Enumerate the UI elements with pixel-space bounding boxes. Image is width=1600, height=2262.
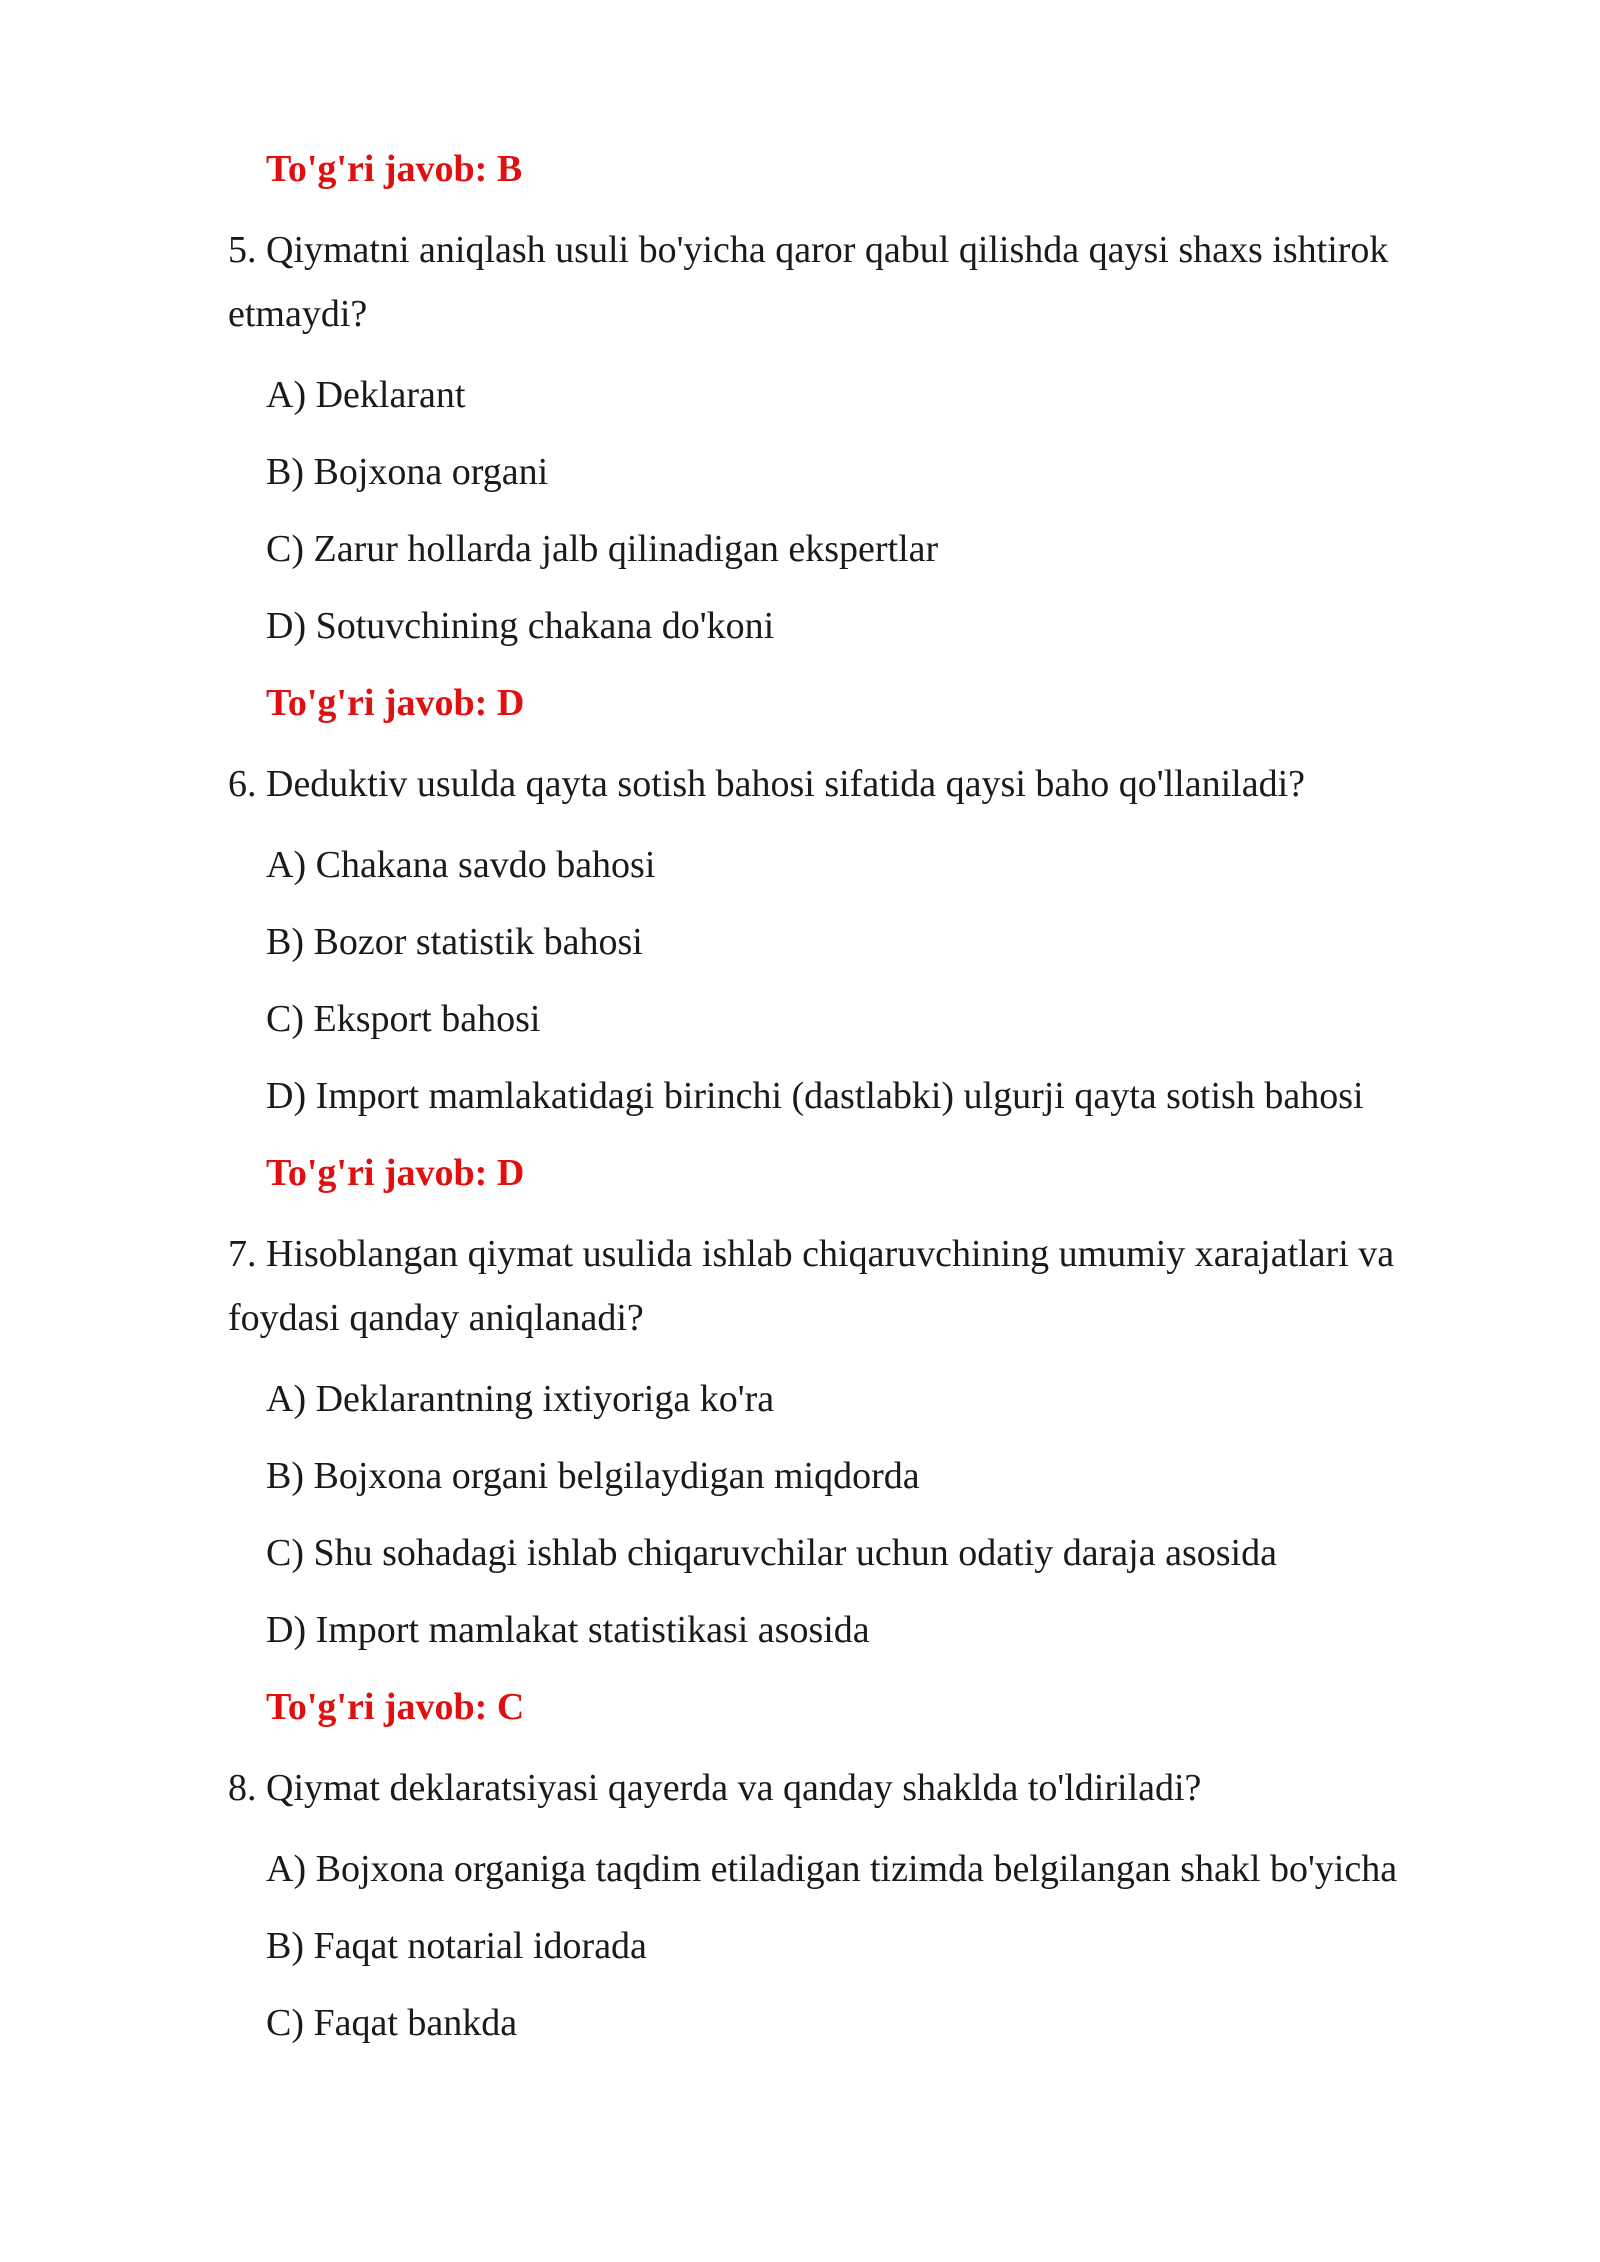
option-c: C) Faqat bankda <box>266 2002 518 2044</box>
question-text: 7. Hisoblangan qiymat usulida ishlab chiqaruvchining umumiy xarajatlari va foydasi qanday aniqlanadi? <box>228 1233 1395 1339</box>
answer-options <box>266 838 1400 1123</box>
answer-options <box>266 1372 1400 1657</box>
option-c: C) Zarur hollarda jalb qilinadigan ekspertlar <box>266 528 939 570</box>
option-c: C) Eksport bahosi <box>266 998 541 1040</box>
option-d: D) Sotuvchining chakana do'koni <box>266 605 775 647</box>
question-text: 8. Qiymat deklaratsiyasi qayerda va qanday shaklda to'ldiriladi? <box>228 1767 1202 1809</box>
correct-answer-previous: To'g'ri javob: B <box>266 148 523 190</box>
correct-answer: To'g'ri javob: D <box>266 1152 525 1194</box>
question-text: 5. Qiymatni aniqlash usuli bo'yicha qaror qabul qilishda qaysi shaxs ishtirok etmaydi? <box>228 229 1389 335</box>
answer-options <box>266 368 1400 653</box>
option-b: B) Bojxona organi belgilaydigan miqdorda <box>266 1455 920 1497</box>
question-block-5 <box>228 218 1400 730</box>
question-block-8 <box>228 1756 1400 2050</box>
correct-answer: To'g'ri javob: C <box>266 1686 525 1728</box>
option-a: A) Deklarantning ixtiyoriga ko'ra <box>266 1378 775 1420</box>
option-a: A) Bojxona organiga taqdim etiladigan tizimda belgilangan shakl bo'yicha <box>266 1848 1398 1890</box>
question-text: 6. Deduktiv usulda qayta sotish bahosi sifatida qaysi baho qo'llaniladi? <box>228 763 1305 805</box>
option-b: B) Bozor statistik bahosi <box>266 921 643 963</box>
option-b: B) Faqat notarial idorada <box>266 1925 647 1967</box>
option-d: D) Import mamlakatidagi birinchi (dastlabki) ulgurji qayta sotish bahosi <box>266 1075 1364 1117</box>
option-a: A) Deklarant <box>266 374 466 416</box>
option-a: A) Chakana savdo bahosi <box>266 844 656 886</box>
option-b: B) Bojxona organi <box>266 451 549 493</box>
question-block-7 <box>228 1222 1400 1734</box>
answer-options <box>266 1842 1400 2050</box>
question-block-6 <box>228 752 1400 1200</box>
option-c: C) Shu sohadagi ishlab chiqaruvchilar uchun odatiy daraja asosida <box>266 1532 1277 1574</box>
correct-answer: To'g'ri javob: D <box>266 682 525 724</box>
option-d: D) Import mamlakat statistikasi asosida <box>266 1609 870 1651</box>
